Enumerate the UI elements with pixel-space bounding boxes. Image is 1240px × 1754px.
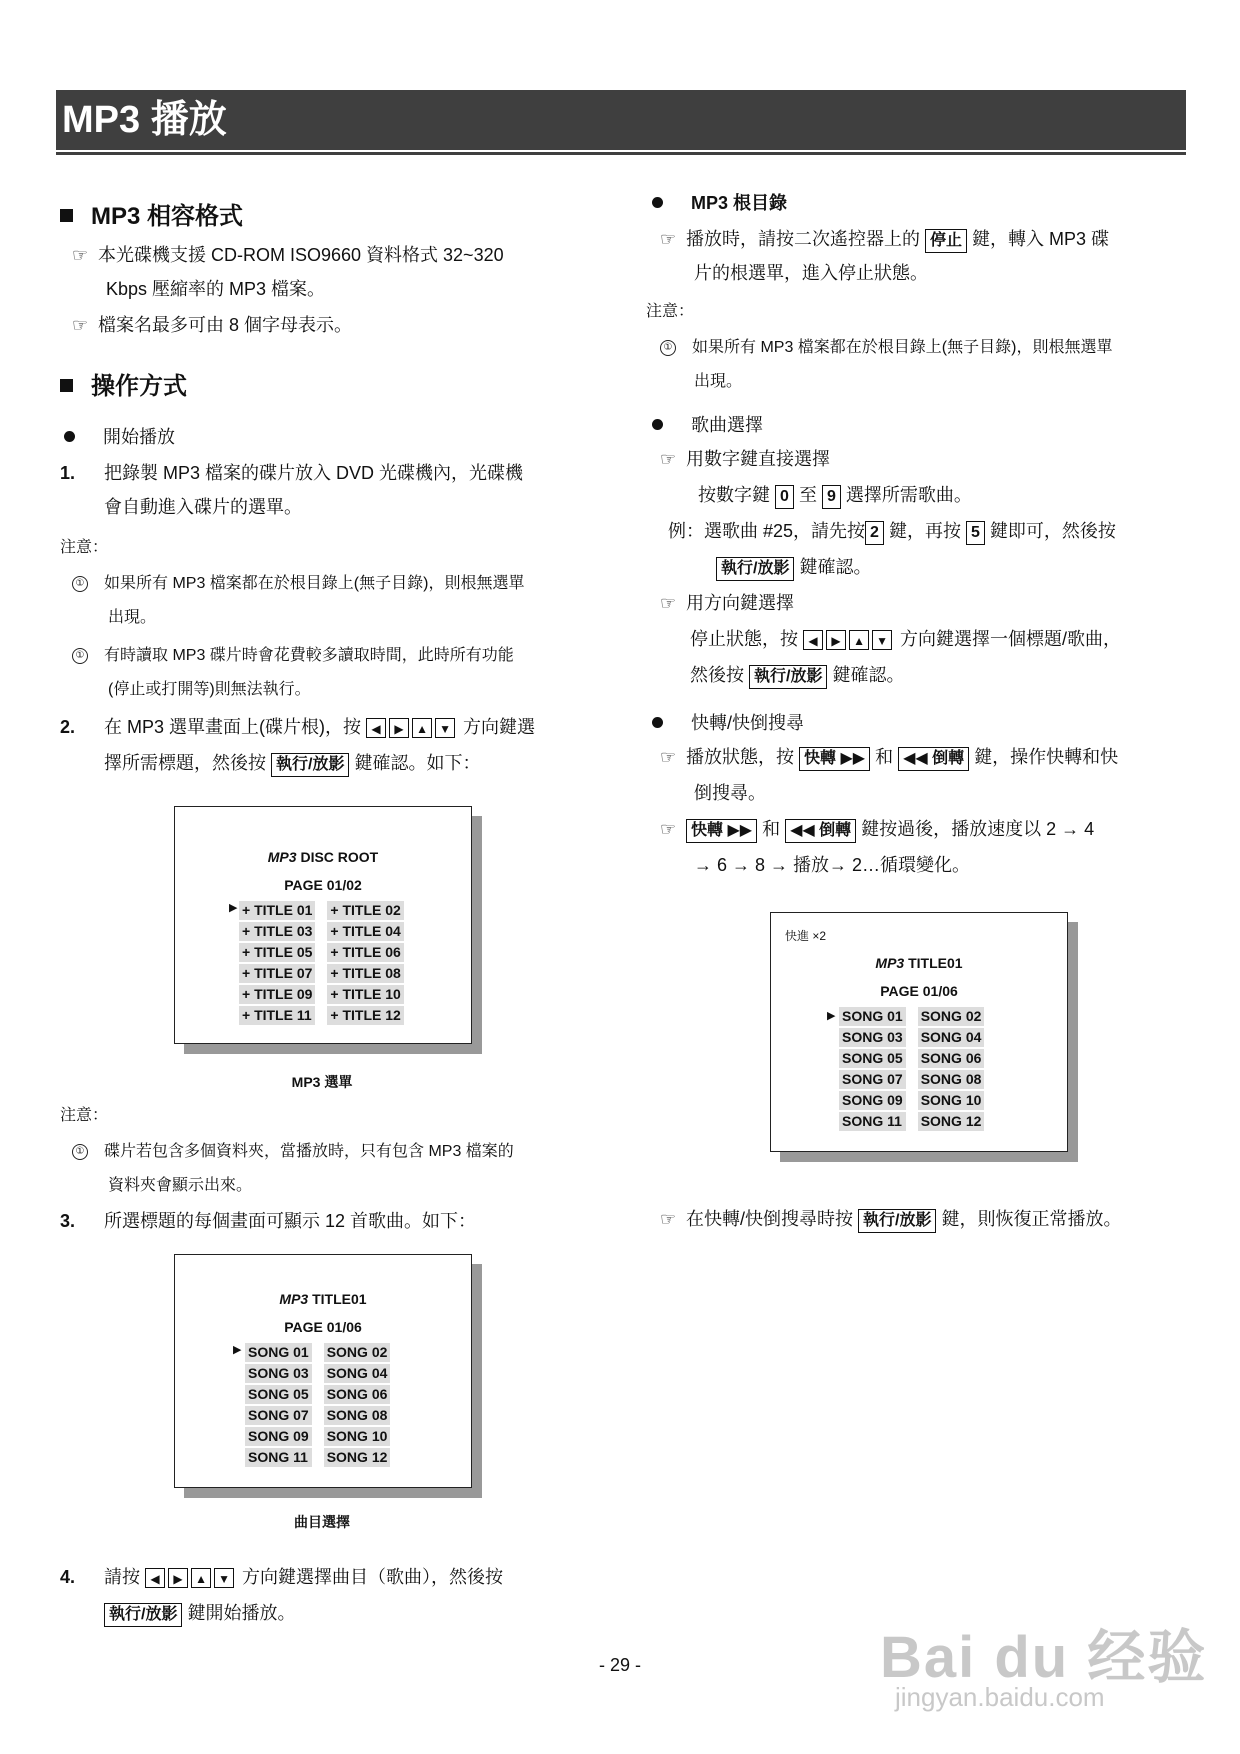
play-key: 執行/放影 — [104, 1603, 182, 1627]
list-item: SONG 12 — [324, 1448, 391, 1467]
rewind-key: ◀◀ 倒轉 — [898, 747, 969, 771]
list-item: + TITLE 04 — [327, 922, 403, 941]
page-title: MP3 播放 — [62, 99, 227, 141]
step-4-cont: 執行/放影 鍵開始播放。 — [104, 1596, 295, 1630]
fast-forward-screen — [770, 912, 1068, 1152]
right-arrow-key-icon: ▶ — [826, 630, 846, 650]
round-bullet-icon — [652, 419, 663, 430]
list-item: SONG 10 — [324, 1427, 391, 1446]
up-arrow-key-icon: ▲ — [849, 630, 869, 650]
page-number: - 29 - — [598, 1655, 641, 1675]
screen-title: MP3 TITLE01 — [279, 1291, 367, 1307]
stop-key: 停止 — [925, 229, 967, 253]
page-header — [56, 90, 1186, 150]
list-item: + TITLE 11 — [239, 1006, 315, 1025]
list-item: + TITLE 01 — [239, 901, 315, 920]
list-item: SONG 03 — [839, 1028, 906, 1047]
list-item: + TITLE 12 — [327, 1006, 403, 1025]
resume-line: ☞ 在快轉/快倒搜尋時按 執行/放影 鍵，則恢復正常播放。 — [660, 1202, 1122, 1236]
digit-5-key: 5 — [966, 521, 985, 545]
section-compat-title: MP3 相容格式 — [60, 196, 243, 231]
list-item: + TITLE 05 — [239, 943, 315, 962]
step-3: 3. 所選標題的每個畫面可顯示 12 首歌曲。如下： — [60, 1211, 477, 1231]
mp3-title-screen — [174, 1254, 472, 1488]
hand-pointer-icon: ☞ — [72, 315, 89, 335]
arrow-keys — [145, 1567, 237, 1587]
square-bullet-icon — [60, 379, 73, 392]
list-item: SONG 07 — [245, 1406, 312, 1425]
digit-example: 例：選歌曲 #25，請先按 2 鍵，再按 5 鍵即可，然後按 — [668, 514, 1116, 548]
step-2-cont: 擇所需標題，然後按 執行/放影 鍵確認。如下： — [104, 746, 480, 780]
search-line-1-cont: 倒搜尋。 — [694, 783, 766, 803]
note-label: 注意： — [60, 539, 109, 556]
list-item: SONG 10 — [918, 1091, 985, 1110]
list-item: SONG 03 — [245, 1364, 312, 1383]
hand-pointer-icon: ☞ — [660, 593, 677, 613]
digit-9-key: 9 — [822, 485, 841, 509]
note-2: ① 有時讀取 MP3 碟片時會花費較多讀取時間，此時所有功能 — [72, 642, 514, 665]
fast-forward-key: 快轉 ▶▶ — [686, 819, 757, 843]
list-item: SONG 08 — [324, 1406, 391, 1425]
round-bullet-icon — [652, 197, 663, 208]
root-line-2: 片的根選單，進入停止狀態。 — [694, 263, 928, 283]
play-key: 執行/放影 — [858, 1209, 936, 1233]
rewind-key: ◀◀ 倒轉 — [785, 819, 856, 843]
circled-number-icon: ① — [72, 576, 88, 592]
arrow-keys — [803, 629, 895, 649]
list-item: SONG 06 — [918, 1049, 985, 1068]
list-item: + TITLE 08 — [327, 964, 403, 983]
digit-select-line: 按數字鍵 0 至 9 選擇所需歌曲。 — [698, 478, 972, 512]
round-bullet-icon — [652, 717, 663, 728]
sub-fast-search: 快轉/快倒搜尋 — [652, 706, 804, 740]
screen-page: PAGE 01/06 — [880, 983, 958, 999]
compat-bullet-1-cont: Kbps 壓縮率的 MP3 檔案。 — [106, 279, 326, 299]
search-line-1: ☞ 播放狀態，按 快轉 ▶▶ 和 ◀◀ 倒轉 鍵，操作快轉和快 — [660, 740, 1118, 774]
list-item: SONG 12 — [918, 1112, 985, 1131]
left-arrow-key-icon: ◀ — [145, 1568, 165, 1588]
sub-song-select: 歌曲選擇 — [652, 408, 763, 442]
screen-title: MP3 TITLE01 — [875, 955, 963, 971]
step-4: 4. 請按 ◀ ▶ ▲ ▼ 方向鍵選擇曲目（歌曲），然後按 — [60, 1567, 504, 1587]
section-operation-title: 操作方式 — [60, 366, 187, 401]
list-item: SONG 07 — [839, 1070, 906, 1089]
list-item: SONG 11 — [245, 1448, 312, 1467]
fast-forward-key: 快轉 ▶▶ — [799, 747, 870, 771]
root-line-1: ☞ 播放時，請按二次遙控器上的 停止 鍵，轉入 MP3 碟 — [660, 222, 1109, 256]
left-arrow-key-icon: ◀ — [803, 630, 823, 650]
note-1: ① 如果所有 MP3 檔案都在於根目錄上(無子目錄)，則根無選單 — [72, 570, 524, 593]
note-2-cont: (停止或打開等)則無法執行。 — [108, 681, 311, 698]
note-3-cont: 資料夾會顯示出來。 — [108, 1177, 253, 1194]
hand-pointer-icon: ☞ — [660, 449, 677, 469]
circled-number-icon: ① — [72, 648, 88, 664]
speed-indicator: 快進 ×2 — [785, 929, 827, 943]
digit-0-key: 0 — [775, 485, 794, 509]
note-1-cont: 出現。 — [108, 609, 157, 626]
circled-number-icon: ① — [72, 1144, 88, 1160]
screen-page: PAGE 01/06 — [284, 1319, 362, 1335]
list-item: SONG 05 — [839, 1049, 906, 1068]
compat-bullet-1: ☞ 本光碟機支援 CD-ROM ISO9660 資料格式 32~320 — [72, 238, 504, 272]
right-arrow-key-icon: ▶ — [389, 718, 409, 738]
down-arrow-key-icon: ▼ — [872, 630, 892, 650]
hand-pointer-icon: ☞ — [660, 747, 677, 767]
list-item: SONG 09 — [839, 1091, 906, 1110]
play-key: 執行/放影 — [749, 665, 827, 689]
digit-select-head: ☞ 用數字鍵直接選擇 — [660, 442, 830, 476]
step-2: 2. 在 MP3 選單畫面上(碟片根)，按 ◀ ▶ ▲ ▼ 方向鍵選 — [60, 717, 536, 737]
search-line-2-cont: → 6 → 8 → 播放→ 2…循環變化。 — [694, 855, 971, 875]
up-arrow-key-icon: ▲ — [412, 718, 432, 738]
down-arrow-key-icon: ▼ — [214, 1568, 234, 1588]
sub-mp3-root: MP3 根目錄 — [652, 186, 787, 220]
play-key: 執行/放影 — [716, 557, 794, 581]
circled-number-icon: ① — [660, 340, 676, 356]
list-item: SONG 11 — [839, 1112, 906, 1131]
list-item: + TITLE 02 — [327, 901, 403, 920]
note-label: 注意： — [60, 1107, 109, 1124]
hand-pointer-icon: ☞ — [660, 819, 677, 839]
list-item: SONG 02 — [324, 1343, 391, 1362]
right-arrow-key-icon: ▶ — [168, 1568, 188, 1588]
left-arrow-key-icon: ◀ — [366, 718, 386, 738]
list-item: + TITLE 07 — [239, 964, 315, 983]
screen-page: PAGE 01/02 — [284, 877, 362, 893]
list-item: SONG 04 — [918, 1028, 985, 1047]
song-list — [839, 1007, 984, 1131]
list-item: + TITLE 10 — [327, 985, 403, 1004]
note-root-cont: 出現。 — [694, 373, 743, 390]
hand-pointer-icon: ☞ — [660, 1209, 677, 1229]
arrow-select-cont: 然後按 執行/放影 鍵確認。 — [690, 658, 904, 692]
down-arrow-key-icon: ▼ — [435, 718, 455, 738]
list-item: SONG 05 — [245, 1385, 312, 1404]
step-1-cont: 會自動進入碟片的選單。 — [104, 497, 302, 517]
compat-bullet-2: ☞ 檔案名最多可由 8 個字母表示。 — [72, 308, 352, 342]
list-item: SONG 09 — [245, 1427, 312, 1446]
cursor-icon: ▶ — [827, 1010, 836, 1022]
song-list — [245, 1343, 390, 1467]
watermark-logo: Bai du 经验 — [880, 1625, 1208, 1690]
sub-start-play: 開始播放 — [64, 420, 175, 454]
play-key: 執行/放影 — [271, 753, 349, 777]
cursor-icon: ▶ — [233, 1344, 242, 1356]
header-rule — [56, 152, 1186, 155]
mp3-disc-root-screen — [174, 806, 472, 1044]
list-item: SONG 01 — [839, 1007, 906, 1026]
watermark-url: jingyan.baidu.com — [895, 1682, 1105, 1712]
note-root: ① 如果所有 MP3 檔案都在於根目錄上(無子目錄)，則根無選單 — [660, 334, 1112, 357]
arrow-keys — [366, 717, 458, 737]
arrow-select-line: 停止狀態，按 ◀ ▶ ▲ ▼ 方向鍵選擇一個標題/歌曲， — [690, 629, 1122, 649]
digit-example-cont: 執行/放影 鍵確認。 — [716, 550, 871, 584]
list-item: SONG 08 — [918, 1070, 985, 1089]
hand-pointer-icon: ☞ — [72, 245, 89, 265]
round-bullet-icon — [64, 431, 75, 442]
arrow-select-head: ☞ 用方向鍵選擇 — [660, 586, 794, 620]
screen-title: MP3 DISC ROOT — [267, 849, 379, 865]
list-item: + TITLE 09 — [239, 985, 315, 1004]
square-bullet-icon — [60, 209, 73, 222]
list-item: SONG 01 — [245, 1343, 312, 1362]
list-item: SONG 06 — [324, 1385, 391, 1404]
step-1: 1. 把錄製 MP3 檔案的碟片放入 DVD 光碟機內，光碟機 — [60, 463, 524, 483]
note-3: ① 碟片若包含多個資料夾，當播放時，只有包含 MP3 檔案的 — [72, 1138, 514, 1161]
digit-2-key: 2 — [865, 521, 884, 545]
figure-caption: 曲目選擇 — [294, 1514, 350, 1530]
cursor-icon: ▶ — [229, 902, 238, 914]
list-item: SONG 02 — [918, 1007, 985, 1026]
list-item: SONG 04 — [324, 1364, 391, 1383]
search-line-2: ☞ 快轉 ▶▶ 和 ◀◀ 倒轉 鍵按過後，播放速度以 2 → 4 — [660, 812, 1094, 846]
hand-pointer-icon: ☞ — [660, 229, 677, 249]
up-arrow-key-icon: ▲ — [191, 1568, 211, 1588]
figure-caption: MP3 選單 — [291, 1074, 353, 1090]
list-item: + TITLE 03 — [239, 922, 315, 941]
note-label: 注意： — [646, 303, 695, 320]
list-item: + TITLE 06 — [327, 943, 403, 962]
title-list — [239, 901, 404, 1025]
